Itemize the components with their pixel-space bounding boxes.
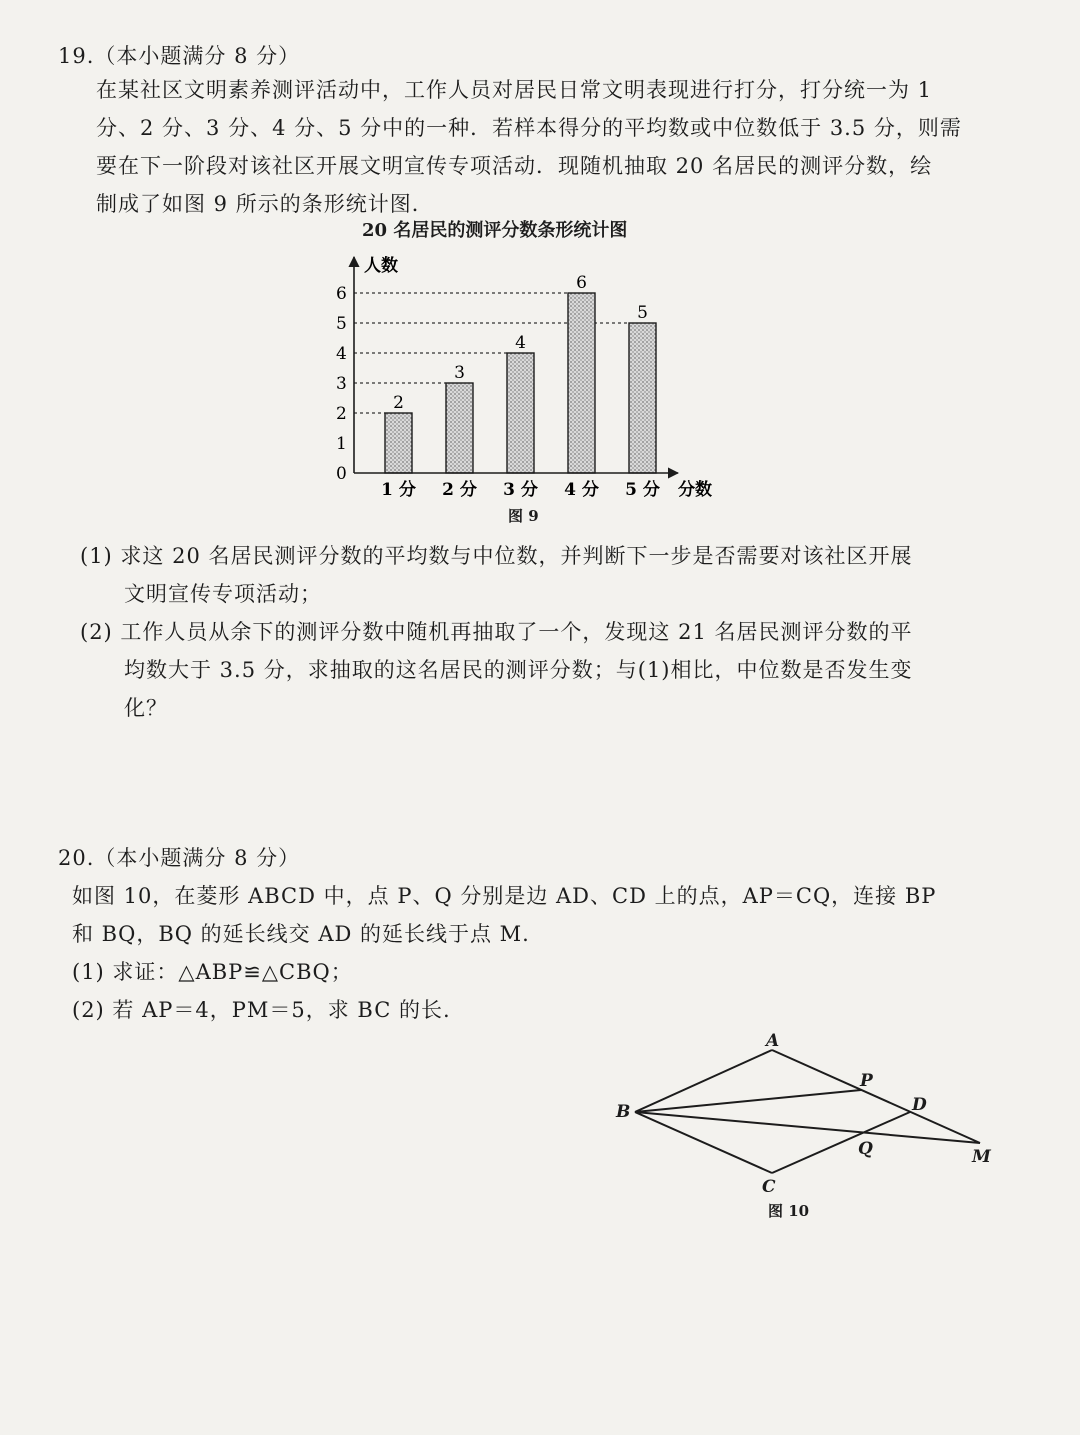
q20-text-line-1: 如图 10，在菱形 ABCD 中，点 P、Q 分别是边 AD、CD 上的点，AP＝CQ，连接 BP [72,884,937,908]
x-category-label: 4 分 [564,480,599,500]
figure-9-caption: 图 9 [508,507,539,525]
q19-sub1-line-1: (1) 求这 20 名居民测评分数的平均数与中位数，并判断下一步是否需要对该社区开展 [80,544,913,568]
chart-title: 20 名居民的测评分数条形统计图 [362,220,628,241]
q20-sub1: (1) 求证：△ABP≌△CBQ； [72,960,353,984]
segment-ab [635,1050,772,1112]
bar-data-label: 3 [454,363,465,383]
bar-chart [310,245,740,510]
q19-sub2-line-2: 均数大于 3.5 分，求抽取的这名居民的测评分数；与(1)相比，中位数是否发生变 [124,658,913,682]
q19-text-line-3: 要在下一阶段对该社区开展文明宣传专项活动．现随机抽取 20 名居民的测评分数，绘 [96,154,933,178]
x-category-label: 5 分 [625,480,660,500]
y-tick-label: 1 [336,434,347,454]
segment-bp [635,1090,861,1112]
point-d-label: D [912,1095,927,1115]
point-c-label: C [762,1177,776,1197]
y-tick-label: 0 [336,464,347,484]
q19-header: 19.（本小题满分 8 分） [58,44,301,68]
bar-data-label: 5 [637,303,648,323]
point-q-label: Q [858,1139,873,1159]
bar [568,293,595,473]
x-category-label: 3 分 [503,480,538,500]
bar [446,383,473,473]
y-tick-label: 4 [336,344,347,364]
q20-text-line-2: 和 BQ，BQ 的延长线交 AD 的延长线于点 M. [72,922,530,946]
point-p-label: P [860,1071,873,1091]
q19-text-line-4: 制成了如图 9 所示的条形统计图． [96,192,434,216]
q20-header: 20.（本小题满分 8 分） [58,846,301,870]
q19-sub2-line-1: (2) 工作人员从余下的测评分数中随机再抽取了一个，发现这 21 名居民测评分数的平 [80,620,913,644]
x-category-label: 1 分 [381,480,416,500]
point-m-label: M [972,1147,991,1167]
point-b-label: B [616,1102,631,1122]
rhombus-diagram [600,1030,1010,1200]
figure-10-caption: 图 10 [768,1202,810,1220]
bar-data-label: 4 [515,333,526,353]
bar [507,353,534,473]
q19-sub2-line-3: 化？ [124,696,168,720]
q20-sub2: (2) 若 AP＝4，PM＝5，求 BC 的长. [72,998,451,1022]
y-axis-label: 人数 [364,256,398,276]
segment-bm [635,1112,980,1143]
bar [385,413,412,473]
y-tick-label: 3 [336,374,347,394]
segment-cd [772,1112,910,1173]
q19-text-line-2: 分、2 分、3 分、4 分、5 分中的一种．若样本得分的平均数或中位数低于 3.5 分，则需 [96,116,962,140]
y-tick-label: 2 [336,404,347,424]
bar-data-label: 2 [393,393,404,413]
point-a-label: A [766,1031,780,1051]
segment-bc [635,1112,772,1173]
bar-data-label: 6 [576,273,587,293]
x-category-label: 2 分 [442,480,477,500]
y-tick-label: 5 [336,314,347,334]
y-tick-label: 6 [336,284,347,304]
q19-sub1-line-2: 文明宣传专项活动； [124,582,322,606]
x-axis-label: 分数 [678,480,712,500]
bar [629,323,656,473]
q19-text-line-1: 在某社区文明素养测评活动中，工作人员对居民日常文明表现进行打分，打分统一为 1 [96,78,933,102]
